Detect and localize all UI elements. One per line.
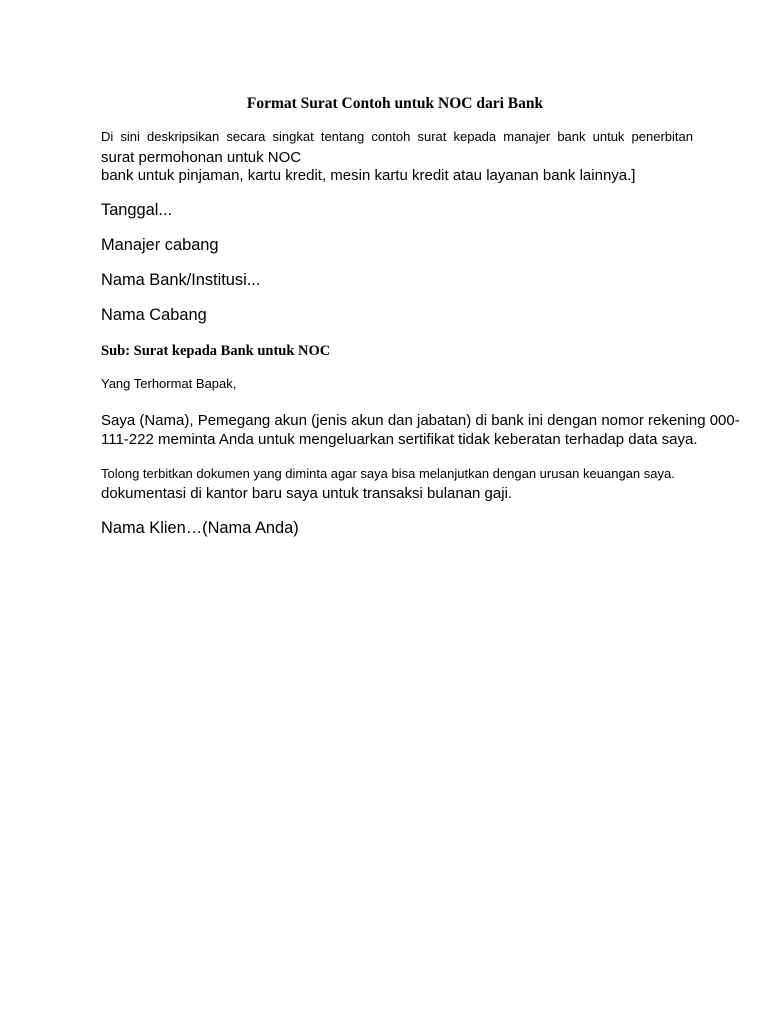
date-line: Tanggal...: [101, 201, 173, 219]
salutation: Yang Terhormat Bapak,: [101, 376, 237, 391]
description-line-3: bank untuk pinjaman, kartu kredit, mesin kartu kredit atau layanan bank lainnya.]: [101, 167, 636, 184]
body-paragraph-line-1: Saya (Nama), Pemegang akun (jenis akun dan jabatan) di bank ini dengan nomor rekening 000-: [101, 412, 740, 429]
recipient-branch-name: Nama Cabang: [101, 306, 207, 324]
recipient-bank-name: Nama Bank/Institusi...: [101, 271, 261, 289]
letter-subject: Sub: Surat kepada Bank untuk NOC: [101, 343, 331, 359]
description-line-1: Di sini deskripsikan secara singkat tentang contoh surat kepada manajer bank untuk penerbitan: [101, 129, 693, 144]
request-paragraph-line-2: dokumentasi di kantor baru saya untuk transaksi bulanan gaji.: [101, 485, 513, 502]
document-title: Format Surat Contoh untuk NOC dari Bank: [246, 95, 544, 112]
signature-line: Nama Klien…(Nama Anda): [101, 519, 299, 537]
recipient-position: Manajer cabang: [101, 236, 219, 254]
request-paragraph-line-1: Tolong terbitkan dokumen yang diminta agar saya bisa melanjutkan dengan urusan keuangan saya.: [101, 466, 675, 481]
body-paragraph-line-2: 111-222 meminta Anda untuk mengeluarkan sertifikat tidak keberatan terhadap data saya.: [101, 431, 698, 448]
description-line-2: surat permohonan untuk NOC: [101, 149, 302, 166]
